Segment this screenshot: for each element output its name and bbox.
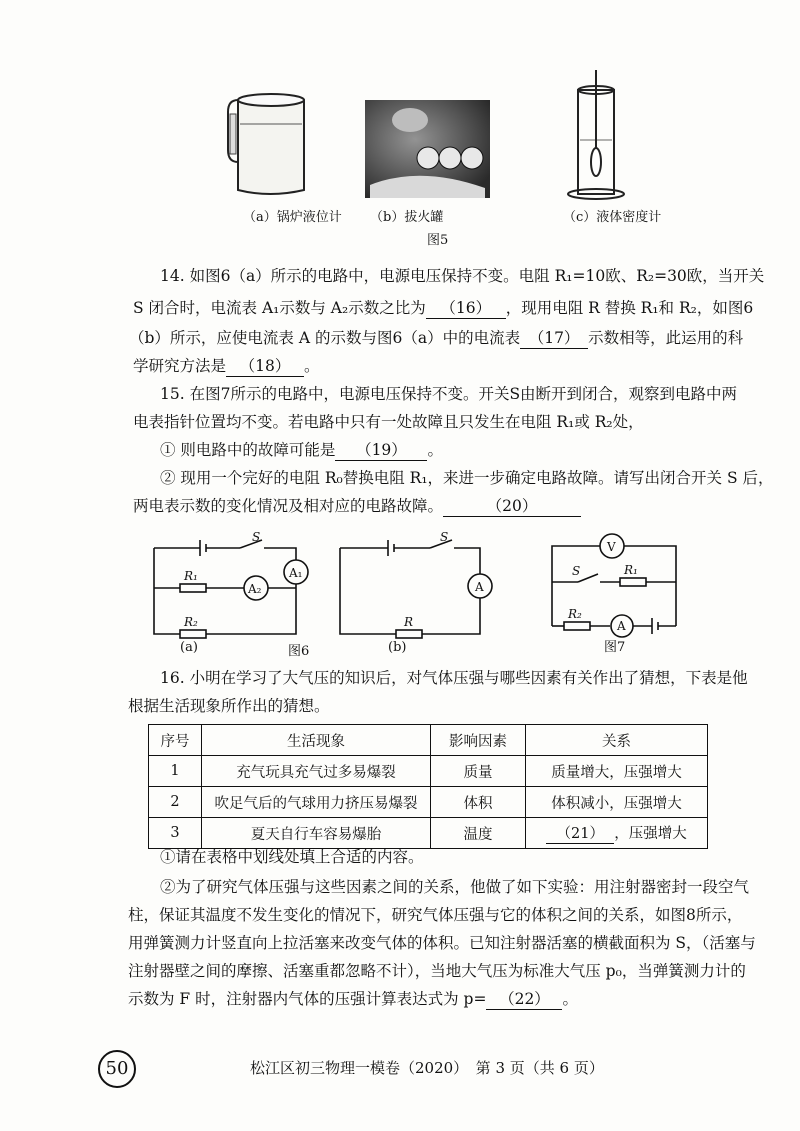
label-a-6b: A (475, 580, 484, 594)
figure5-caption-b: （b）拔火罐 (370, 210, 444, 225)
q14-line1: 14. 如图6（a）所示的电路中，电源电压保持不变。电阻 R₁=10欧、R₂=30欧，当开关 (160, 267, 765, 285)
q16-p2-line4: 注射器壁之间的摩擦、活塞重都忽略不计），当地大气压为标准大气压 p₀，当弹簧测力计的 (128, 962, 746, 980)
q15-line3: ① 则电路中的故障可能是 （19） 。 (160, 441, 443, 459)
fig6b-label: (b) (388, 640, 407, 655)
resistor-r2-7 (564, 622, 590, 630)
figure5-caption-a: （a）锅炉液位计 (243, 210, 342, 225)
table-cell: 体积 (431, 787, 526, 818)
q16-line1: 16. 小明在学习了大气压的知识后，对气体压强与哪些因素有关作出了猜想，下表是他 (160, 669, 748, 687)
figure5-caption-c: （c）液体密度计 (563, 210, 662, 225)
figure5-title: 图5 (427, 233, 449, 248)
table-header-row (149, 725, 708, 756)
table-cell: 3 (149, 818, 202, 849)
figure5-images (200, 70, 660, 200)
table-header: 生活现象 (202, 725, 431, 756)
fig7-title: 图7 (604, 640, 626, 655)
label-r1-7: R₁ (624, 563, 638, 577)
circuit-diagrams (140, 530, 680, 660)
page-footer: 松江区初三物理一模卷（2020） 第 3 页（共 6 页） (250, 1059, 604, 1077)
cupping-photo (365, 100, 490, 198)
fig6-title: 图6 (288, 644, 310, 659)
table-cell: （21） ，压强增大 (526, 818, 708, 849)
q15-line1: 15. 在图7所示的电路中，电源电压保持不变。开关S由断开到闭合，观察到电路中两 (160, 385, 738, 403)
table-cell: 体积减小，压强增大 (526, 787, 708, 818)
q16-line2: 根据生活现象所作出的猜想。 (128, 697, 330, 715)
q16-p2-line3: 用弹簧测力计竖直向上拉活塞来改变气体的体积。已知注射器活塞的横截面积为 S，（活塞与 (128, 934, 756, 952)
switch-s-7 (578, 574, 598, 582)
resistor-r1-7 (620, 578, 646, 586)
table-cell: 1 (149, 756, 202, 787)
q15-line2: 电表指针位置均不变。若电路中只有一处故障且只发生在电阻 R₁或 R₂处， (133, 413, 644, 431)
resistor-r-6b (396, 630, 422, 638)
blank-18[interactable]: （18） (226, 356, 304, 377)
label-a2-6a: A₂ (248, 582, 262, 596)
label-a1-6a: A₁ (289, 566, 303, 580)
table-header: 关系 (526, 725, 708, 756)
hypothesis-table (148, 724, 708, 849)
hydrometer-image (568, 70, 624, 199)
score-circle: 50 (98, 1050, 136, 1088)
q14-line4: 学研究方法是 （18） 。 (133, 357, 320, 375)
label-s-6a: S (252, 530, 261, 544)
table-row (149, 756, 708, 787)
label-r1-6a: R₁ (184, 569, 198, 583)
circuit-6a (154, 540, 308, 638)
q16-p2-line1: ②为了研究气体压强与这些因素之间的关系，他做了如下实验：用注射器密封一段空气 (160, 878, 750, 896)
label-r-6b: R (404, 615, 414, 629)
table-row (149, 787, 708, 818)
table-cell: 质量增大，压强增大 (526, 756, 708, 787)
table-header: 序号 (149, 725, 202, 756)
table-cell: 吹足气后的气球用力挤压易爆裂 (202, 787, 431, 818)
q16-note1: ①请在表格中划线处填上合适的内容。 (160, 848, 424, 866)
q14-line2: S 闭合时，电流表 A₁示数与 A₂示数之比为 （16） ，现用电阻 R 替换 R₁和 R₂，如图6 (133, 299, 754, 317)
table-cell: 质量 (431, 756, 526, 787)
fig6a-label: (a) (180, 640, 198, 655)
blank-19[interactable]: （19） (335, 440, 427, 461)
circuit-6b (340, 540, 492, 638)
label-r2-6a: R₂ (184, 615, 198, 629)
blank-20[interactable]: （20） (443, 496, 581, 517)
resistor-r1-6a (180, 584, 206, 592)
label-v-7: V (607, 540, 616, 554)
q15-line5: 两电表示数的变化情况及相对应的电路故障。 （20） (133, 496, 581, 517)
q16-p2-line2: 柱，保证其温度不发生变化的情况下，研究气体压强与它的体积之间的关系，如图8所示， (128, 906, 743, 924)
table-row (149, 818, 708, 849)
boiler-level-gauge-image (228, 94, 304, 194)
label-s-6b: S (440, 530, 449, 544)
blank-21[interactable]: （21） (546, 822, 614, 844)
table-cell: 温度 (431, 818, 526, 849)
table-cell: 2 (149, 787, 202, 818)
table-header: 影响因素 (431, 725, 526, 756)
q14-line3: （b）所示，应使电流表 A 的示数与图6（a）中的电流表 （17） 示数相等，此运用的科 (129, 329, 744, 347)
label-r2-7: R₂ (568, 607, 582, 621)
table-cell: 充气玩具充气过多易爆裂 (202, 756, 431, 787)
label-s-7: S (572, 564, 581, 578)
blank-16[interactable]: （16） (426, 298, 506, 319)
label-a-7: A (617, 619, 626, 633)
q16-p2-line5: 示数为 F 时，注射器内气体的压强计算表达式为 p= （22） 。 (128, 990, 578, 1008)
resistor-r2-6a (180, 630, 206, 638)
blank-17[interactable]: （17） (520, 328, 588, 349)
blank-22[interactable]: （22） (486, 989, 562, 1010)
table-cell: 夏天自行车容易爆胎 (202, 818, 431, 849)
q15-line4: ② 现用一个完好的电阻 R₀替换电阻 R₁，来进一步确定电路故障。请写出闭合开关 S 后， (160, 469, 774, 487)
